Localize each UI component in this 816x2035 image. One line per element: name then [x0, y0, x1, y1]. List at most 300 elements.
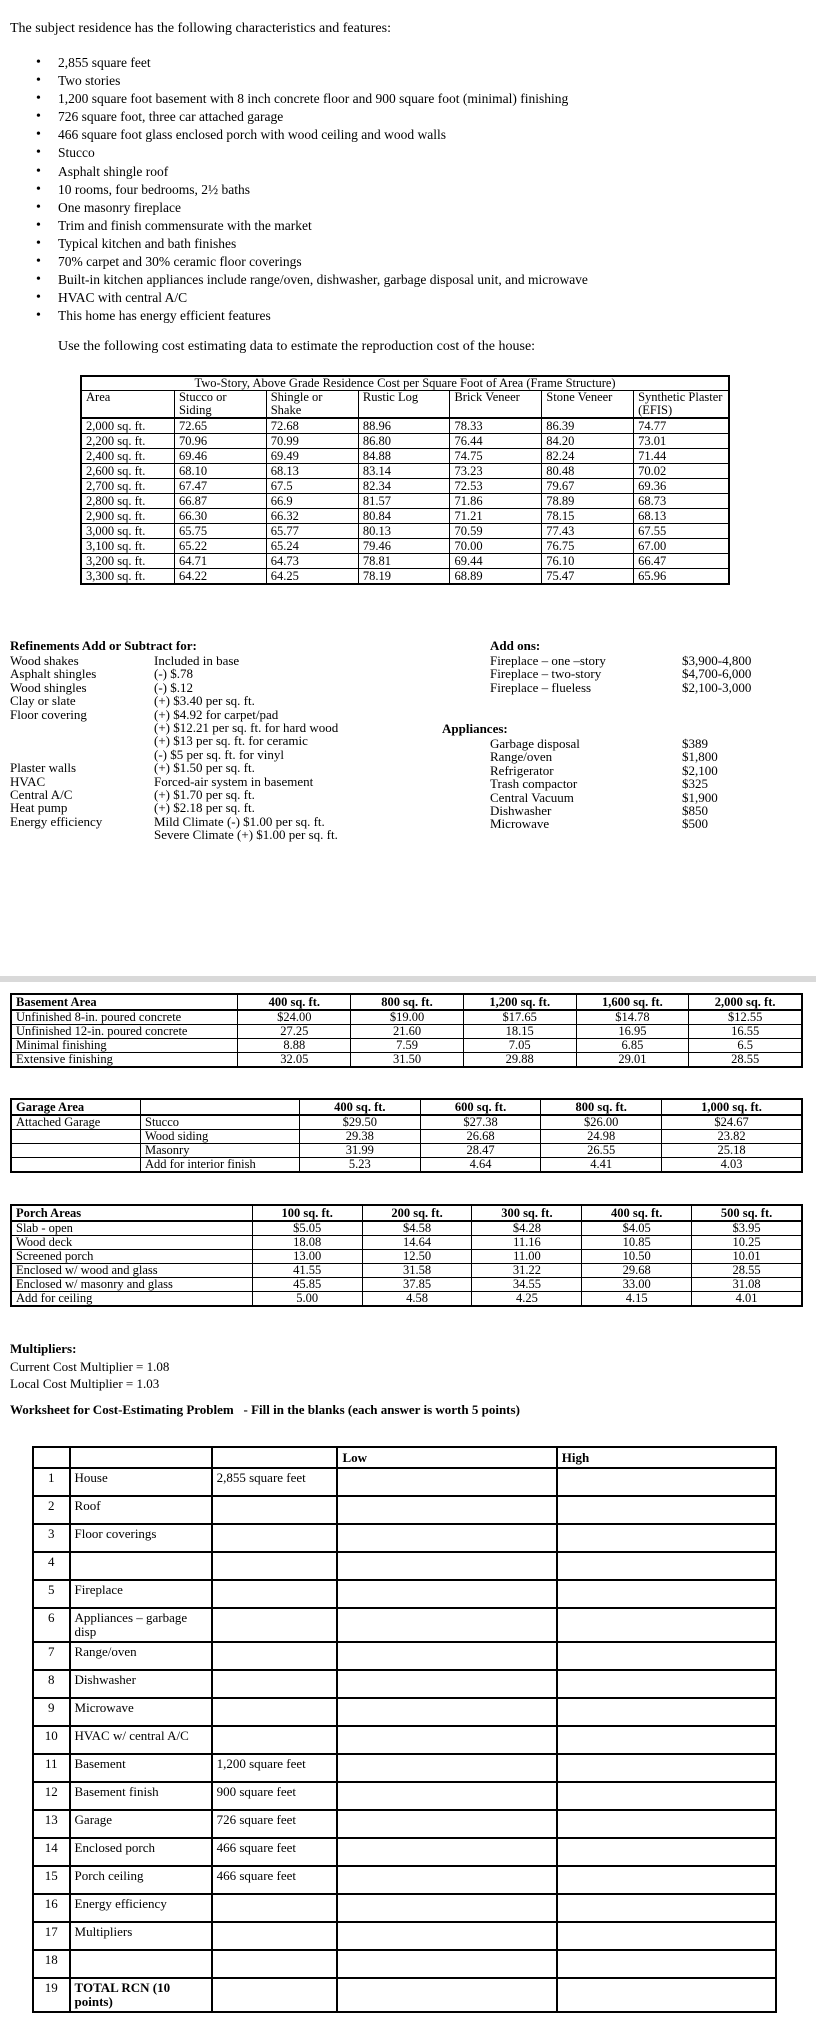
table-header: 500 sq. ft. — [692, 1205, 802, 1221]
table-cell: 6.5 — [689, 1039, 802, 1053]
worksheet-item: Garage — [70, 1810, 212, 1838]
table-header: 200 sq. ft. — [362, 1205, 472, 1221]
feature-item: • Trim and finish commensurate with the market — [36, 217, 588, 235]
porch-table — [10, 1204, 803, 1307]
table-cell: 10.50 — [582, 1250, 692, 1264]
table-cell: 4.25 — [472, 1292, 582, 1307]
worksheet-high-input[interactable] — [557, 1698, 776, 1726]
worksheet-line-number: 5 — [33, 1580, 70, 1608]
table-cell: 4.41 — [541, 1158, 662, 1173]
table-cell — [11, 1158, 141, 1173]
worksheet-high-input[interactable] — [557, 1726, 776, 1754]
table-cell: 79.46 — [358, 539, 450, 554]
appliance-value: $2,100 — [682, 762, 718, 778]
worksheet-size — [212, 1698, 338, 1726]
addon-value: $4,700-6,000 — [682, 666, 752, 682]
worksheet-high-input[interactable] — [557, 1894, 776, 1922]
worksheet-line-number: 1 — [33, 1468, 70, 1496]
worksheet-row — [33, 1524, 776, 1552]
feature-item: • 466 square foot glass enclosed porch with wood ceiling and wood walls — [36, 126, 588, 144]
table-cell: $19.00 — [351, 1010, 464, 1025]
worksheet-high-input[interactable] — [557, 1468, 776, 1496]
worksheet-row — [33, 1810, 776, 1838]
table-cell: 70.59 — [450, 524, 542, 539]
worksheet-line-number: 17 — [33, 1922, 70, 1950]
worksheet-size — [212, 1670, 338, 1698]
table-header: 800 sq. ft. — [351, 994, 464, 1010]
worksheet-size — [212, 1580, 338, 1608]
table-row — [81, 524, 729, 539]
refinement-label: Asphalt shingles — [10, 666, 97, 682]
table-cell: 76.75 — [542, 539, 634, 554]
feature-item: • Asphalt shingle roof — [36, 163, 588, 181]
feature-item: • 10 rooms, four bedrooms, 2½ baths — [36, 181, 588, 199]
table-cell: 14.64 — [362, 1236, 472, 1250]
appliance-value: $325 — [682, 776, 708, 792]
table-cell: Screened porch — [11, 1250, 252, 1264]
garage-table — [10, 1098, 803, 1173]
table-cell: 82.34 — [358, 479, 450, 494]
worksheet-item: Fireplace — [70, 1580, 212, 1608]
table-row — [11, 1278, 802, 1292]
worksheet-high-input[interactable] — [557, 1978, 776, 2012]
intro-text: The subject residence has the following characteristics and features: — [10, 21, 391, 36]
worksheet-low-input[interactable] — [337, 1552, 556, 1580]
table-cell: 28.55 — [692, 1264, 802, 1278]
table-row — [11, 1236, 802, 1250]
refinement-label — [10, 828, 102, 841]
garage-header-row — [11, 1099, 802, 1115]
worksheet-low-input[interactable] — [337, 1838, 556, 1866]
table-cell: 21.60 — [351, 1025, 464, 1039]
table-row — [11, 1130, 802, 1144]
table-cell: 69.46 — [174, 449, 266, 464]
worksheet-item: Dishwasher — [70, 1670, 212, 1698]
table-cell: 70.00 — [450, 539, 542, 554]
worksheet-line-number: 14 — [33, 1838, 70, 1866]
table-cell: 66.32 — [266, 509, 358, 524]
worksheet-low-input[interactable] — [337, 1468, 556, 1496]
table-cell: Extensive finishing — [11, 1053, 238, 1068]
refinement-value: (+) $4.92 for carpet/pad — [154, 706, 279, 722]
current-cost-multiplier: Current Cost Multiplier = 1.08 — [10, 1359, 170, 1374]
worksheet-size: 466 square feet — [212, 1838, 338, 1866]
worksheet-low-input[interactable] — [337, 1922, 556, 1950]
worksheet-item: HVAC w/ central A/C — [70, 1726, 212, 1754]
table-cell: 64.25 — [266, 569, 358, 585]
worksheet-high-input[interactable] — [557, 1524, 776, 1552]
worksheet-row — [33, 1698, 776, 1726]
table-cell: 29.01 — [576, 1053, 689, 1068]
refinement-value: Forced-air system in basement — [154, 773, 314, 789]
worksheet-row — [33, 1580, 776, 1608]
worksheet-item: House — [70, 1468, 212, 1496]
refinement-value: (-) $.78 — [154, 666, 193, 682]
worksheet-title: Worksheet for Cost-Estimating Problem - Fill in the blanks (each answer is worth 5 points) — [10, 1402, 520, 1417]
table-header: Basement Area — [11, 994, 238, 1010]
table-cell: 28.47 — [420, 1144, 541, 1158]
feature-list — [36, 54, 588, 325]
worksheet-line-number: 8 — [33, 1670, 70, 1698]
worksheet-low-header: Low — [337, 1447, 556, 1468]
table-cell: 70.99 — [266, 434, 358, 449]
worksheet-low-input[interactable] — [337, 1726, 556, 1754]
worksheet-row — [33, 1922, 776, 1950]
table-cell — [11, 1130, 141, 1144]
table-cell: 67.00 — [634, 539, 729, 554]
worksheet-item: Basement finish — [70, 1782, 212, 1810]
refinement-value: Mild Climate (-) $1.00 per sq. ft. — [154, 813, 325, 829]
worksheet-low-input[interactable] — [337, 1608, 556, 1642]
table-cell: 16.55 — [689, 1025, 802, 1039]
worksheet-item: Porch ceiling — [70, 1866, 212, 1894]
worksheet-high-input[interactable] — [557, 1552, 776, 1580]
table-row — [81, 418, 729, 434]
worksheet-row — [33, 1838, 776, 1866]
table-cell: 5.00 — [252, 1292, 362, 1307]
table-cell: Wood siding — [141, 1130, 300, 1144]
worksheet-item: Range/oven — [70, 1642, 212, 1670]
worksheet-size: 2,855 square feet — [212, 1468, 338, 1496]
table-cell: 80.13 — [358, 524, 450, 539]
worksheet-high-input[interactable] — [557, 1950, 776, 1978]
worksheet-high-input[interactable] — [557, 1866, 776, 1894]
cost-table-header: Stucco or Siding — [174, 391, 266, 419]
worksheet-item: TOTAL RCN (10 points) — [70, 1978, 212, 2012]
table-header: 800 sq. ft. — [541, 1099, 662, 1115]
table-row — [81, 509, 729, 524]
table-header: 1,600 sq. ft. — [576, 994, 689, 1010]
worksheet-item: Enclosed porch — [70, 1838, 212, 1866]
table-cell: 64.71 — [174, 554, 266, 569]
multipliers-heading: Multipliers: — [10, 1341, 77, 1356]
table-cell: Minimal finishing — [11, 1039, 238, 1053]
feature-item: • 1,200 square foot basement with 8 inch concrete floor and 900 square foot (minimal) finishing — [36, 90, 588, 108]
worksheet-size — [212, 1552, 338, 1580]
table-header: 300 sq. ft. — [472, 1205, 582, 1221]
worksheet-row — [33, 1726, 776, 1754]
cost-table-title: Two-Story, Above Grade Residence Cost per Square Foot of Area (Frame Structure) — [81, 376, 729, 391]
worksheet-line-number: 13 — [33, 1810, 70, 1838]
table-cell: 80.48 — [542, 464, 634, 479]
worksheet-line-number: 19 — [33, 1978, 70, 2012]
addon-value: $3,900-4,800 — [682, 653, 752, 668]
worksheet-size: 726 square feet — [212, 1810, 338, 1838]
worksheet-item: Energy efficiency — [70, 1894, 212, 1922]
table-header: 1,200 sq. ft. — [463, 994, 576, 1010]
worksheet-line-number: 15 — [33, 1866, 70, 1894]
table-cell: 4.15 — [582, 1292, 692, 1307]
table-header: 400 sq. ft. — [582, 1205, 692, 1221]
worksheet-size — [212, 1496, 338, 1524]
table-cell: 33.00 — [582, 1278, 692, 1292]
table-row — [11, 1158, 802, 1173]
worksheet-low-input[interactable] — [337, 1496, 556, 1524]
refinement-value: Severe Climate (+) $1.00 per sq. ft. — [154, 827, 338, 843]
table-cell: 2,700 sq. ft. — [81, 479, 174, 494]
worksheet-line-number: 3 — [33, 1524, 70, 1552]
refinement-values — [154, 654, 338, 841]
worksheet-high-input[interactable] — [557, 1754, 776, 1782]
appliance-label: Garbage disposal — [490, 736, 580, 751]
table-cell: 66.47 — [634, 554, 729, 569]
appliance-value: $500 — [682, 816, 708, 832]
cost-table-header: Synthetic Plaster (EFIS) — [634, 391, 729, 419]
table-cell: 3,000 sq. ft. — [81, 524, 174, 539]
refinement-value: (-) $5 per sq. ft. for vinyl — [154, 746, 284, 762]
table-cell: 29.88 — [463, 1053, 576, 1068]
table-cell: 78.81 — [358, 554, 450, 569]
worksheet-low-input[interactable] — [337, 1978, 556, 2012]
worksheet-low-input[interactable] — [337, 1782, 556, 1810]
worksheet-high-input[interactable] — [557, 1838, 776, 1866]
worksheet-size — [212, 1978, 338, 2012]
table-cell: 64.22 — [174, 569, 266, 585]
table-cell: 84.88 — [358, 449, 450, 464]
table-cell: 78.33 — [450, 418, 542, 434]
table-cell: 7.05 — [463, 1039, 576, 1053]
worksheet-size — [212, 1726, 338, 1754]
table-row — [81, 569, 729, 585]
feature-item: • HVAC with central A/C — [36, 289, 588, 307]
table-cell: 66.87 — [174, 494, 266, 509]
worksheet-high-input[interactable] — [557, 1922, 776, 1950]
table-cell: 67.5 — [266, 479, 358, 494]
table-cell: 2,200 sq. ft. — [81, 434, 174, 449]
table-cell: 72.65 — [174, 418, 266, 434]
worksheet-line-number: 12 — [33, 1782, 70, 1810]
worksheet-line-number: 4 — [33, 1552, 70, 1580]
table-cell: 71.21 — [450, 509, 542, 524]
worksheet-line-number: 9 — [33, 1698, 70, 1726]
table-cell: $4.58 — [362, 1221, 472, 1236]
refinement-value: (+) $2.18 per sq. ft. — [154, 800, 255, 816]
table-cell: 31.22 — [472, 1264, 582, 1278]
table-cell: 3,100 sq. ft. — [81, 539, 174, 554]
worksheet-low-input[interactable] — [337, 1698, 556, 1726]
worksheet-size — [212, 1524, 338, 1552]
table-cell: $4.05 — [582, 1221, 692, 1236]
refinement-label: Central A/C — [10, 786, 73, 802]
table-cell: 28.55 — [689, 1053, 802, 1068]
table-cell: 76.10 — [542, 554, 634, 569]
table-cell: 11.16 — [472, 1236, 582, 1250]
table-cell: 27.25 — [238, 1025, 351, 1039]
worksheet-high-input[interactable] — [557, 1670, 776, 1698]
table-cell: Wood deck — [11, 1236, 252, 1250]
cost-table-header: Shingle or Shake — [266, 391, 358, 419]
refinement-value: (+) $3.40 per sq. ft. — [154, 693, 255, 709]
local-cost-multiplier: Local Cost Multiplier = 1.03 — [10, 1376, 160, 1391]
table-cell: 68.73 — [634, 494, 729, 509]
worksheet-size: 1,200 square feet — [212, 1754, 338, 1782]
worksheet-row — [33, 1866, 776, 1894]
table-cell: 65.77 — [266, 524, 358, 539]
table-cell: 64.73 — [266, 554, 358, 569]
addon-label: Fireplace – one –story — [490, 653, 606, 668]
worksheet-high-input[interactable] — [557, 1642, 776, 1670]
feature-item: • 70% carpet and 30% ceramic floor coverings — [36, 253, 588, 271]
feature-item: • Two stories — [36, 72, 588, 90]
table-cell: 72.53 — [450, 479, 542, 494]
worksheet-low-input[interactable] — [337, 1524, 556, 1552]
table-cell: Enclosed w/ masonry and glass — [11, 1278, 252, 1292]
table-cell: 7.59 — [351, 1039, 464, 1053]
worksheet-low-input[interactable] — [337, 1894, 556, 1922]
feature-item: • One masonry fireplace — [36, 199, 588, 217]
addon-values — [682, 654, 751, 694]
table-cell: Unfinished 12-in. poured concrete — [11, 1025, 238, 1039]
appliance-value: $1,900 — [682, 789, 718, 805]
table-cell: 88.96 — [358, 418, 450, 434]
table-row — [81, 494, 729, 509]
table-cell: Slab - open — [11, 1221, 252, 1236]
worksheet-size — [212, 1922, 338, 1950]
table-row — [81, 554, 729, 569]
basement-table — [10, 993, 803, 1068]
table-row — [11, 1025, 802, 1039]
refinement-label — [10, 734, 102, 747]
table-cell: 3,200 sq. ft. — [81, 554, 174, 569]
table-cell: 70.96 — [174, 434, 266, 449]
worksheet-high-input[interactable] — [557, 1580, 776, 1608]
appliance-label: Range/oven — [490, 749, 553, 765]
worksheet-line-number: 6 — [33, 1608, 70, 1642]
worksheet-high-input[interactable] — [557, 1496, 776, 1524]
table-cell: Stucco — [141, 1115, 300, 1130]
worksheet-low-input[interactable] — [337, 1642, 556, 1670]
table-cell: 13.00 — [252, 1250, 362, 1264]
table-cell: 2,800 sq. ft. — [81, 494, 174, 509]
table-header: 100 sq. ft. — [252, 1205, 362, 1221]
table-cell: Enclosed w/ wood and glass — [11, 1264, 252, 1278]
worksheet-size — [212, 1608, 338, 1642]
feature-item: • Stucco — [36, 144, 588, 162]
porch-header-row — [11, 1205, 802, 1221]
table-cell: 65.75 — [174, 524, 266, 539]
worksheet-row — [33, 1496, 776, 1524]
table-cell: 31.58 — [362, 1264, 472, 1278]
worksheet-high-input[interactable] — [557, 1608, 776, 1642]
worksheet-row — [33, 1894, 776, 1922]
appliance-label: Trash compactor — [490, 776, 578, 792]
table-row — [11, 1115, 802, 1130]
table-cell: 69.36 — [634, 479, 729, 494]
worksheet-low-input[interactable] — [337, 1810, 556, 1838]
table-cell: $14.78 — [576, 1010, 689, 1025]
worksheet-line-number: 18 — [33, 1950, 70, 1978]
worksheet-item: Floor coverings — [70, 1524, 212, 1552]
table-row — [11, 1264, 802, 1278]
worksheet-size — [212, 1894, 338, 1922]
table-cell — [11, 1144, 141, 1158]
refinement-label: Heat pump — [10, 800, 68, 816]
refinement-value: Included in base — [154, 653, 240, 668]
worksheet-item — [70, 1950, 212, 1978]
worksheet-high-input[interactable] — [557, 1782, 776, 1810]
refinement-label: Clay or slate — [10, 693, 76, 709]
table-row — [11, 1039, 802, 1053]
table-row — [11, 1144, 802, 1158]
refinement-value: (-) $.12 — [154, 679, 193, 695]
worksheet-low-input[interactable] — [337, 1670, 556, 1698]
table-cell: 65.96 — [634, 569, 729, 585]
worksheet-item: Microwave — [70, 1698, 212, 1726]
worksheet-row — [33, 1552, 776, 1580]
cost-table — [80, 375, 730, 585]
worksheet-row — [33, 1754, 776, 1782]
table-cell: 31.50 — [351, 1053, 464, 1068]
appliance-label: Central Vacuum — [490, 789, 574, 805]
cost-table-header: Rustic Log — [358, 391, 450, 419]
cost-table-header-row — [81, 391, 729, 419]
table-header: 2,000 sq. ft. — [689, 994, 802, 1010]
table-cell: 78.19 — [358, 569, 450, 585]
table-cell: 72.68 — [266, 418, 358, 434]
worksheet-row — [33, 1782, 776, 1810]
worksheet-size: 900 square feet — [212, 1782, 338, 1810]
table-row — [81, 479, 729, 494]
table-cell: Add for interior finish — [141, 1158, 300, 1173]
table-cell: 71.44 — [634, 449, 729, 464]
table-cell: $4.28 — [472, 1221, 582, 1236]
worksheet-line-number: 2 — [33, 1496, 70, 1524]
worksheet-item: Roof — [70, 1496, 212, 1524]
table-cell: 12.50 — [362, 1250, 472, 1264]
feature-item: • 2,855 square feet — [36, 54, 588, 72]
table-cell: 23.82 — [662, 1130, 802, 1144]
table-cell: 34.55 — [472, 1278, 582, 1292]
worksheet-size: 466 square feet — [212, 1866, 338, 1894]
worksheet-low-input[interactable] — [337, 1580, 556, 1608]
table-cell: 65.24 — [266, 539, 358, 554]
worksheet-line-number: 16 — [33, 1894, 70, 1922]
table-cell: 29.68 — [582, 1264, 692, 1278]
table-cell: $26.00 — [541, 1115, 662, 1130]
worksheet-low-input[interactable] — [337, 1950, 556, 1978]
table-cell: 69.49 — [266, 449, 358, 464]
table-cell: 67.55 — [634, 524, 729, 539]
table-row — [11, 1292, 802, 1307]
table-cell: 83.14 — [358, 464, 450, 479]
refinements-heading: Refinements Add or Subtract for: — [10, 638, 197, 653]
table-cell: 4.58 — [362, 1292, 472, 1307]
appliance-label: Dishwasher — [490, 802, 552, 818]
table-cell: 4.64 — [420, 1158, 541, 1173]
worksheet-low-input[interactable] — [337, 1866, 556, 1894]
table-cell: 4.03 — [662, 1158, 802, 1173]
table-cell: 74.75 — [450, 449, 542, 464]
table-cell: 70.02 — [634, 464, 729, 479]
table-cell: 11.00 — [472, 1250, 582, 1264]
worksheet-high-input[interactable] — [557, 1810, 776, 1838]
refinement-label — [10, 748, 102, 761]
worksheet-row — [33, 1608, 776, 1642]
table-cell: 2,400 sq. ft. — [81, 449, 174, 464]
worksheet-size — [212, 1950, 338, 1978]
table-cell: 2,900 sq. ft. — [81, 509, 174, 524]
worksheet-low-input[interactable] — [337, 1754, 556, 1782]
table-cell: 26.68 — [420, 1130, 541, 1144]
table-row — [81, 539, 729, 554]
table-cell: 78.15 — [542, 509, 634, 524]
table-cell: Unfinished 8-in. poured concrete — [11, 1010, 238, 1025]
table-cell: 18.15 — [463, 1025, 576, 1039]
table-cell: $3.95 — [692, 1221, 802, 1236]
refinement-label: HVAC — [10, 773, 46, 789]
appliance-label: Refrigerator — [490, 762, 554, 778]
table-cell: Add for ceiling — [11, 1292, 252, 1307]
